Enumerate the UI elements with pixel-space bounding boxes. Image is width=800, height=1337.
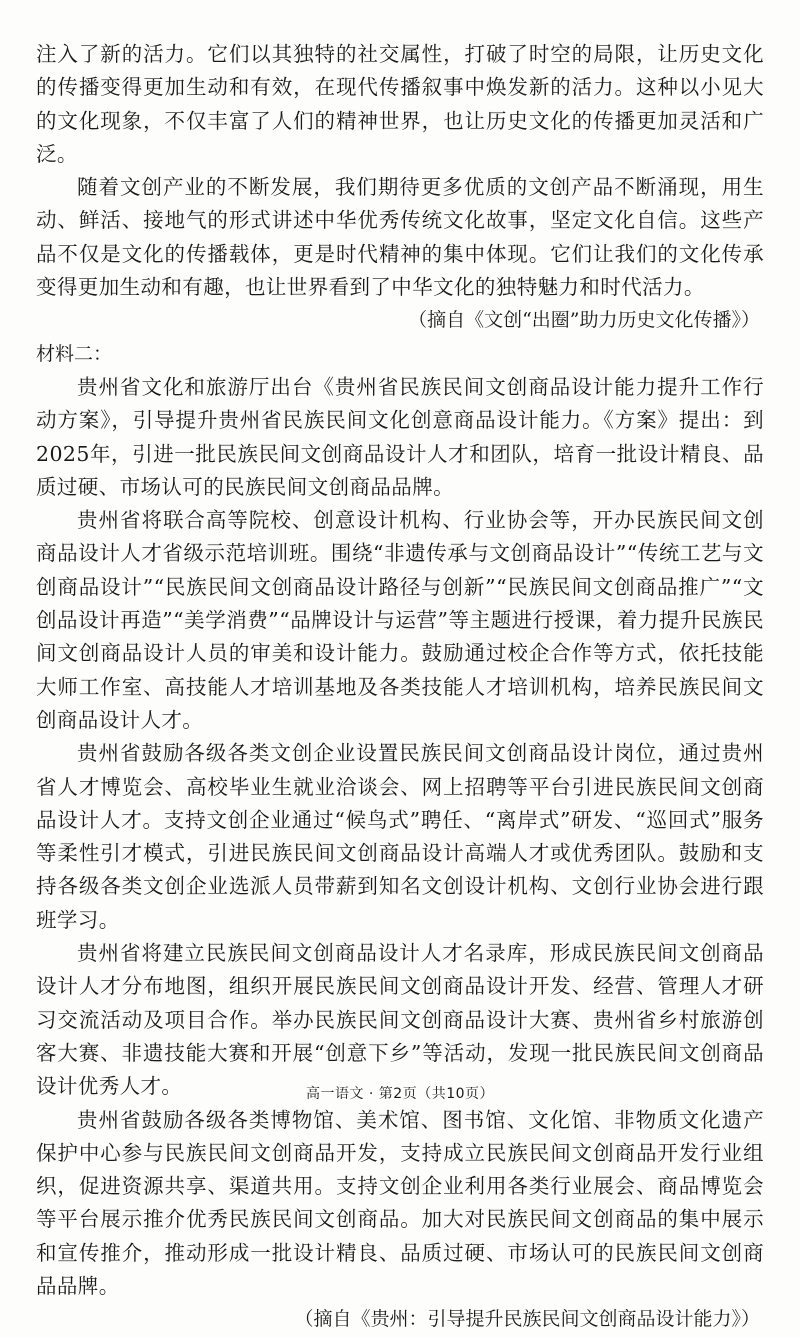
paragraph: 贵州省文化和旅游厅出台《贵州省民族民间文创商品设计能力提升工作行动方案》，引导提升贵州省民族民间文化创意商品设计能力。《方案》提出：到2025年，引进一批民族民间文创商品设计人才和团队，培育一批设计精良、品质过硬、市场认可的民族民间文创商品品牌。 — [36, 374, 764, 499]
paragraph: 贵州省鼓励各级各类博物馆、美术馆、图书馆、文化馆、非物质文化遗产保护中心参与民族民间文创商品开发，支持成立民族民间文创商品开发行业组织，促进资源共享、渠道共用。支持文创企业利用各类行业展会、商品博览会等平台展示推介优秀民族民间文创商品。加大对民族民间文创商品的集中展示和宣传推介，推动形成一批设计精良、品质过硬、市场认可的民族民间文创商品品牌。 — [36, 1107, 764, 1298]
paragraph-continuation: 注入了新的活力。它们以其独特的社交属性，打破了时空的局限，让历史文化的传播变得更加生动和有效，在现代传播叙事中焕发新的活力。这种以小见大的文化现象，不仅丰富了人们的精神世界，也让历史文化的传播更加灵活和广泛。 — [36, 42, 764, 166]
paragraph: 贵州省将建立民族民间文创商品设计人才名录库，形成民族民间文创商品设计人才分布地图，组织开展民族民间文创商品设计开发、经营、管理人才研习交流活动及项目合作。举办民族民间文创商品设计大赛、贵州省乡村旅游创客大赛、非遗技能大赛和开展“创意下乡”等活动，发现一批民族民间文创商品设计优秀人才。 — [36, 941, 764, 1099]
page-footer: 高一语文 · 第2页（共10页） — [305, 1086, 495, 1102]
paragraph: 随着文创产业的不断发展，我们期待更多优质的文创产品不断涌现，用生动、鲜活、接地气的形式讲述中华优秀传统文化故事，坚定文化自信。这些产品不仅是文化的传播载体，更是时代精神的集中体现。它们让我们的文化传承变得更加生动和有趣，也让世界看到了中华文化的独特魅力和时代活力。 — [36, 175, 764, 300]
source-citation: （摘自《贵州：引导提升民族民间文创商品设计能力》） — [294, 1308, 760, 1331]
material-heading: 材料二： — [36, 342, 113, 365]
paragraph: 贵州省将联合高等院校、创意设计机构、行业协会等，开办民族民间文创商品设计人才省级示范培训班。围绕“非遗传承与文创商品设计”“传统工艺与文创商品设计”“民族民间文创商品设计路径与创新”“民族民间文创商品推广”“文创品设计再造”“美学消费”“品牌设计与运营”等主题进行授课，着力提升民族民间文创商品设计人员的审美和设计能力。鼓励通过校企合作等方式，依托技能大师工作室、高技能人才培训基地及各类技能人才培训机构，培养民族民间文创商品设计人才。 — [36, 508, 764, 732]
paragraph: 贵州省鼓励各级各类文创企业设置民族民间文创商品设计岗位，通过贵州省人才博览会、高校毕业生就业洽谈会、网上招聘等平台引进民族民间文创商品设计人才。支持文创企业通过“候鸟式”聘任、“离岸式”研发、“巡回式”服务等柔性引才模式，引进民族民间文创商品设计高端人才或优秀团队。鼓励和支持各级各类文创企业选派人员带薪到知名文创设计机构、文创行业协会进行跟班学习。 — [36, 741, 764, 932]
source-citation: （摘自《文创“出圈”助力历史文化传播》） — [408, 309, 760, 332]
